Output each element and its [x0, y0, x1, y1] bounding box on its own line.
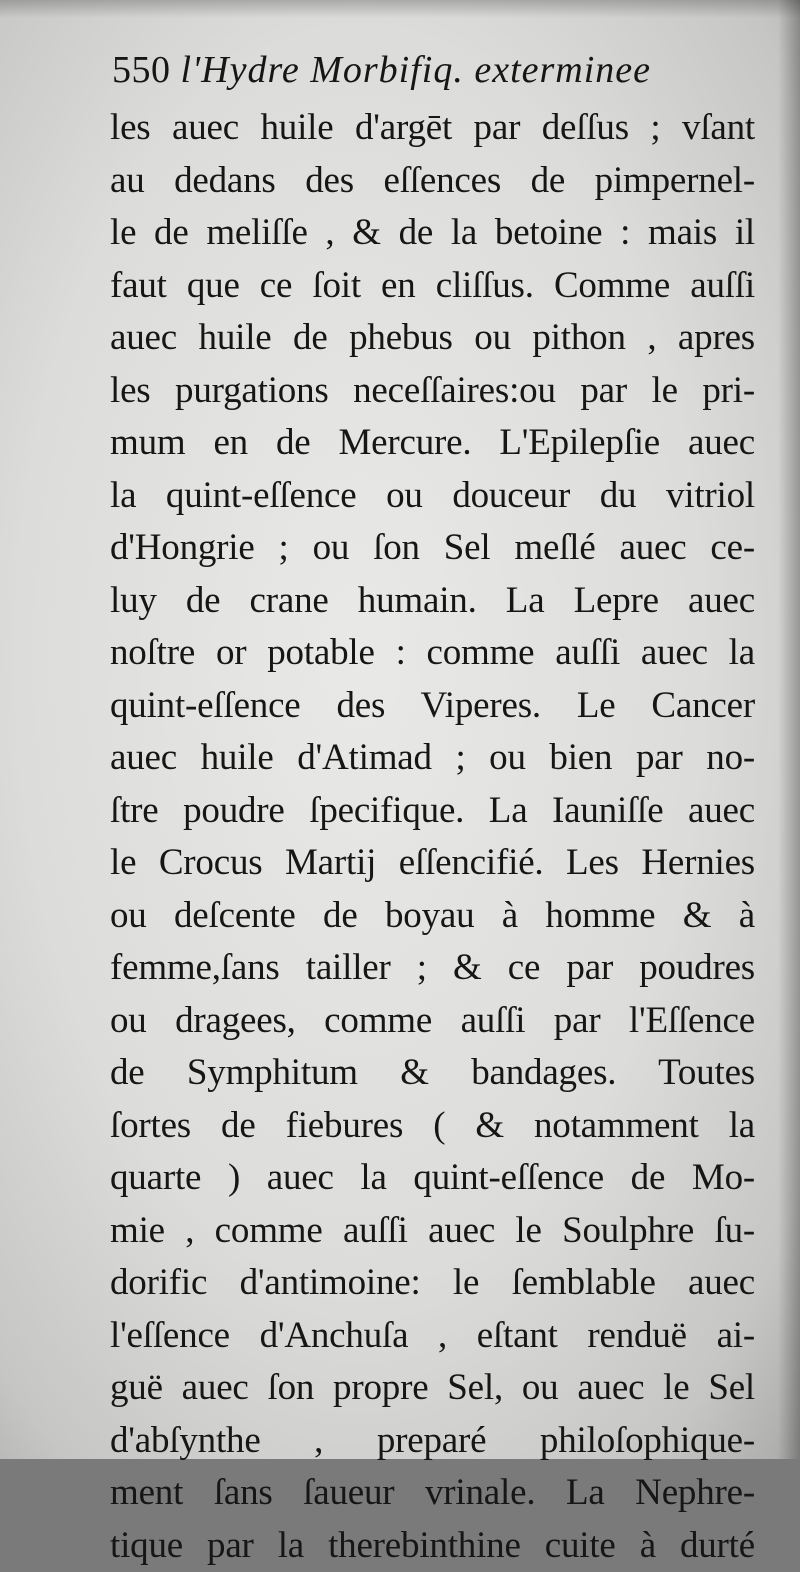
text-line: mie , comme auſſi auec le Soulphre ſu- — [110, 1205, 755, 1258]
text-line: ou dragees, comme auſſi par l'Eſſence — [110, 995, 755, 1048]
page-edge-shadow — [778, 0, 800, 1459]
text-line: de Symphitum & bandages. Toutes — [110, 1047, 755, 1100]
text-line: les purgations neceſſaires:ou par le pri- — [110, 365, 755, 418]
text-line: le Crocus Martij eſſencifié. Les Hernies — [110, 837, 755, 890]
text-line: ſtre poudre ſpecifique. La Iauniſſe auec — [110, 785, 755, 838]
text-line: d'abſynthe , preparé philoſophique- — [110, 1415, 755, 1468]
text-line: ſortes de fiebures ( & notamment la — [110, 1100, 755, 1153]
text-line: faut que ce ſoit en cliſſus. Comme auſſi — [110, 260, 755, 313]
text-line: mum en de Mercure. L'Epilepſie auec — [110, 417, 755, 470]
running-title: l'Hydre Morbifiq. exterminee — [181, 49, 652, 91]
text-line: l'eſſence d'Anchuſa , eſtant renduë ai- — [110, 1310, 755, 1363]
text-line: les auec huile d'argēt par deſſus ; vſant — [110, 102, 755, 155]
text-line: luy de crane humain. La Lepre auec — [110, 575, 755, 628]
text-line: femme,ſans tailler ; & ce par poudres — [110, 942, 755, 995]
page-top-shadow — [0, 0, 800, 18]
text-line: noſtre or potable : comme auſſi auec la — [110, 627, 755, 680]
text-line: auec huile d'Atimad ; ou bien par no- — [110, 732, 755, 785]
text-line: le de meliſſe , & de la betoine : mais il — [110, 207, 755, 260]
text-line: quarte ) auec la quint-eſſence de Mo- — [110, 1152, 755, 1205]
text-line: dorific d'antimoine: le ſemblable auec — [110, 1257, 755, 1310]
text-line: tique par la therebinthine cuite à durté — [110, 1520, 755, 1572]
text-line: quint-eſſence des Viperes. Le Cancer — [110, 680, 755, 733]
text-line: auec huile de phebus ou pithon , apres — [110, 312, 755, 365]
text-line: d'Hongrie ; ou ſon Sel meſlé auec ce- — [110, 522, 755, 575]
text-line: guë auec ſon propre Sel, ou auec le Sel — [110, 1362, 755, 1415]
text-line: au dedans des eſſences de pimpernel- — [110, 155, 755, 208]
page-number: 550 — [112, 49, 171, 91]
text-line: ment ſans ſaueur vrinale. La Nephre- — [110, 1467, 755, 1520]
body-text — [110, 102, 755, 1572]
text-line: ou deſcente de boyau à homme & à — [110, 890, 755, 943]
text-line: la quint-eſſence ou douceur du vitriol — [110, 470, 755, 523]
running-header — [112, 44, 752, 96]
